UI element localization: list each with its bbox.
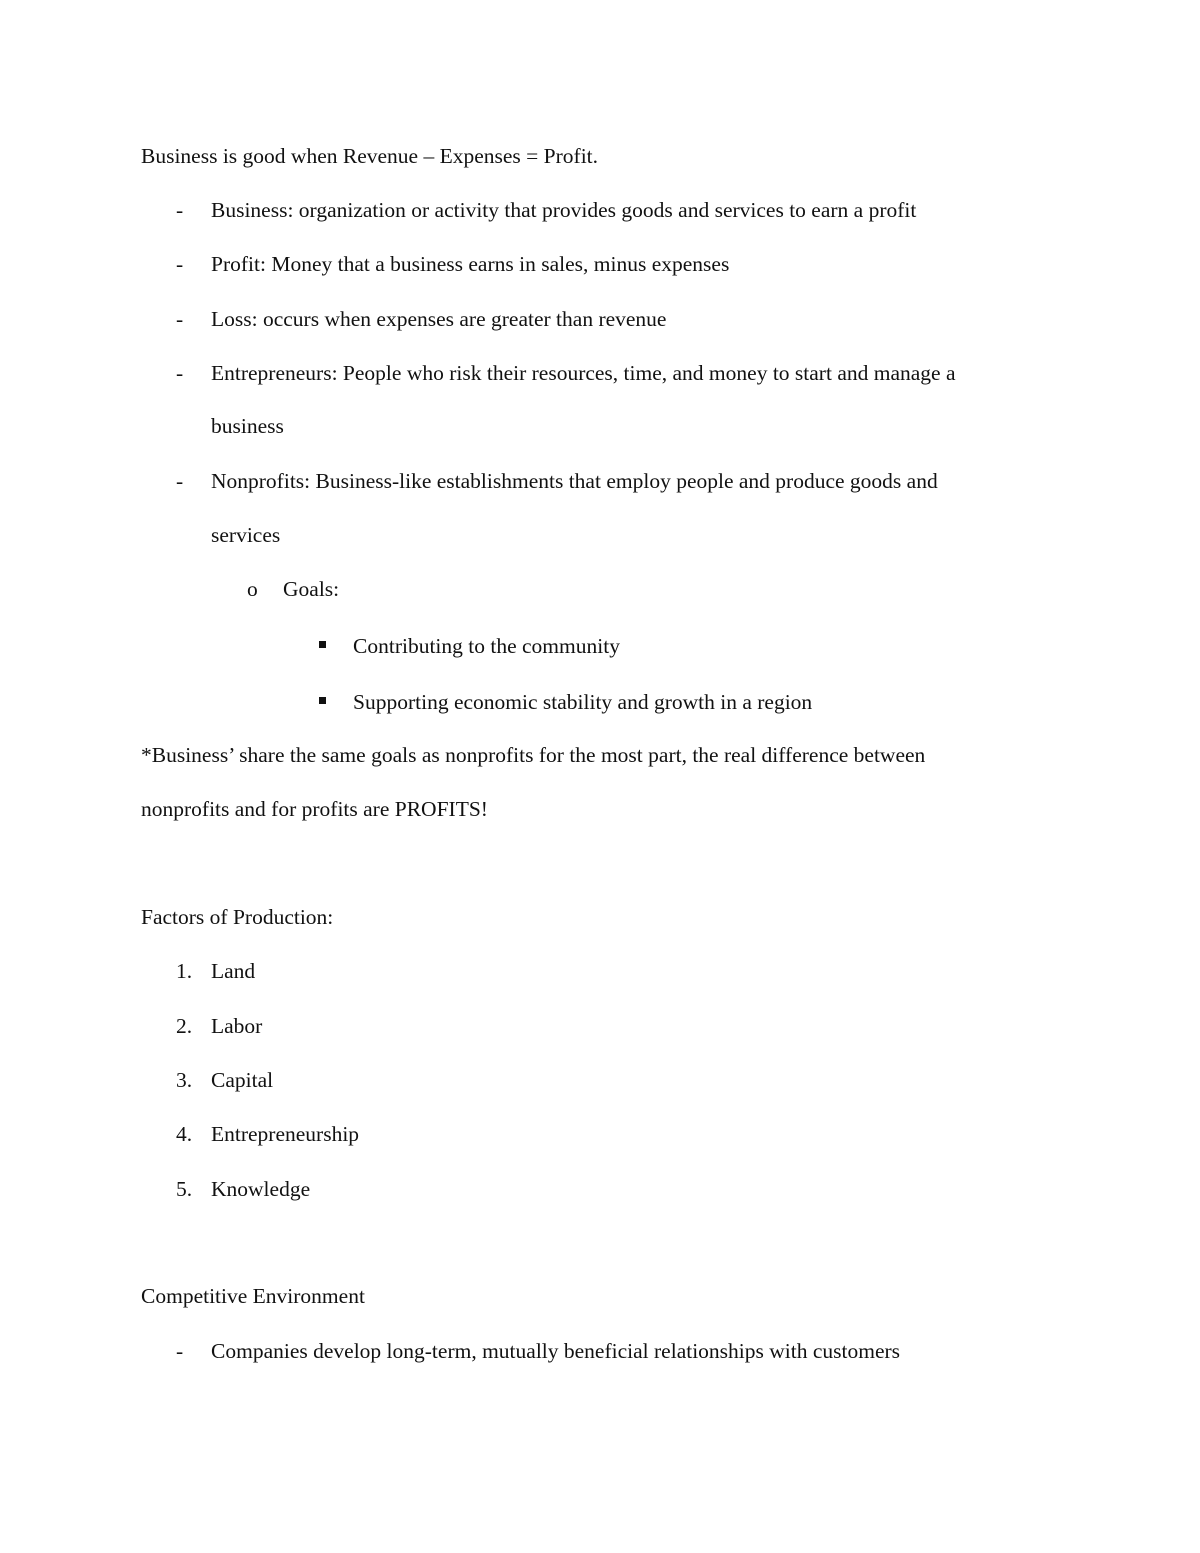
loss-definition: Loss: occurs when expenses are greater than revenue (211, 307, 667, 331)
goals-label: Goals: (283, 577, 340, 601)
business-definition: Business: organization or activity that provides goods and services to earn a profit (211, 198, 917, 222)
dash-bullet: - (176, 198, 184, 222)
factors-heading: Factors of Production: (141, 905, 334, 929)
dash-bullet: - (176, 469, 184, 493)
circle-bullet: o (247, 577, 258, 601)
dash-bullet: - (176, 307, 184, 331)
entrepreneurs-definition: Entrepreneurs: People who risk their resources, time, and money to start and manage a (211, 361, 956, 385)
dash-bullet: - (176, 361, 184, 385)
list-number: 5. (176, 1177, 193, 1201)
profit-definition: Profit: Money that a business earns in sales, minus expenses (211, 252, 730, 276)
list-number: 3. (176, 1068, 193, 1092)
goal-item: Supporting economic stability and growth in a region (353, 690, 813, 714)
dash-bullet: - (176, 252, 184, 276)
goal-item: Contributing to the community (353, 634, 620, 658)
list-number: 2. (176, 1014, 193, 1038)
dash-bullet: - (176, 1339, 184, 1363)
factor-item: Knowledge (211, 1177, 311, 1201)
note-line: *Business’ share the same goals as nonprofits for the most part, the real difference between (141, 743, 926, 767)
note-line-continued: nonprofits and for profits are PROFITS! (141, 797, 488, 821)
list-number: 1. (176, 959, 193, 983)
competitive-item: Companies develop long-term, mutually beneficial relationships with customers (211, 1339, 901, 1363)
nonprofits-definition: Nonprofits: Business-like establishments that employ people and produce goods and (211, 469, 938, 493)
square-bullet-icon (319, 697, 326, 704)
square-bullet-icon (319, 641, 326, 648)
list-number: 4. (176, 1122, 193, 1146)
competitive-heading: Competitive Environment (141, 1284, 365, 1308)
factor-item: Entrepreneurship (211, 1122, 360, 1146)
nonprofits-definition-continued: services (211, 523, 281, 547)
factor-item: Labor (211, 1014, 263, 1038)
factor-item: Capital (211, 1068, 274, 1092)
intro-line: Business is good when Revenue – Expenses = Profit. (141, 144, 599, 168)
factor-item: Land (211, 959, 256, 983)
entrepreneurs-definition-continued: business (211, 414, 284, 438)
